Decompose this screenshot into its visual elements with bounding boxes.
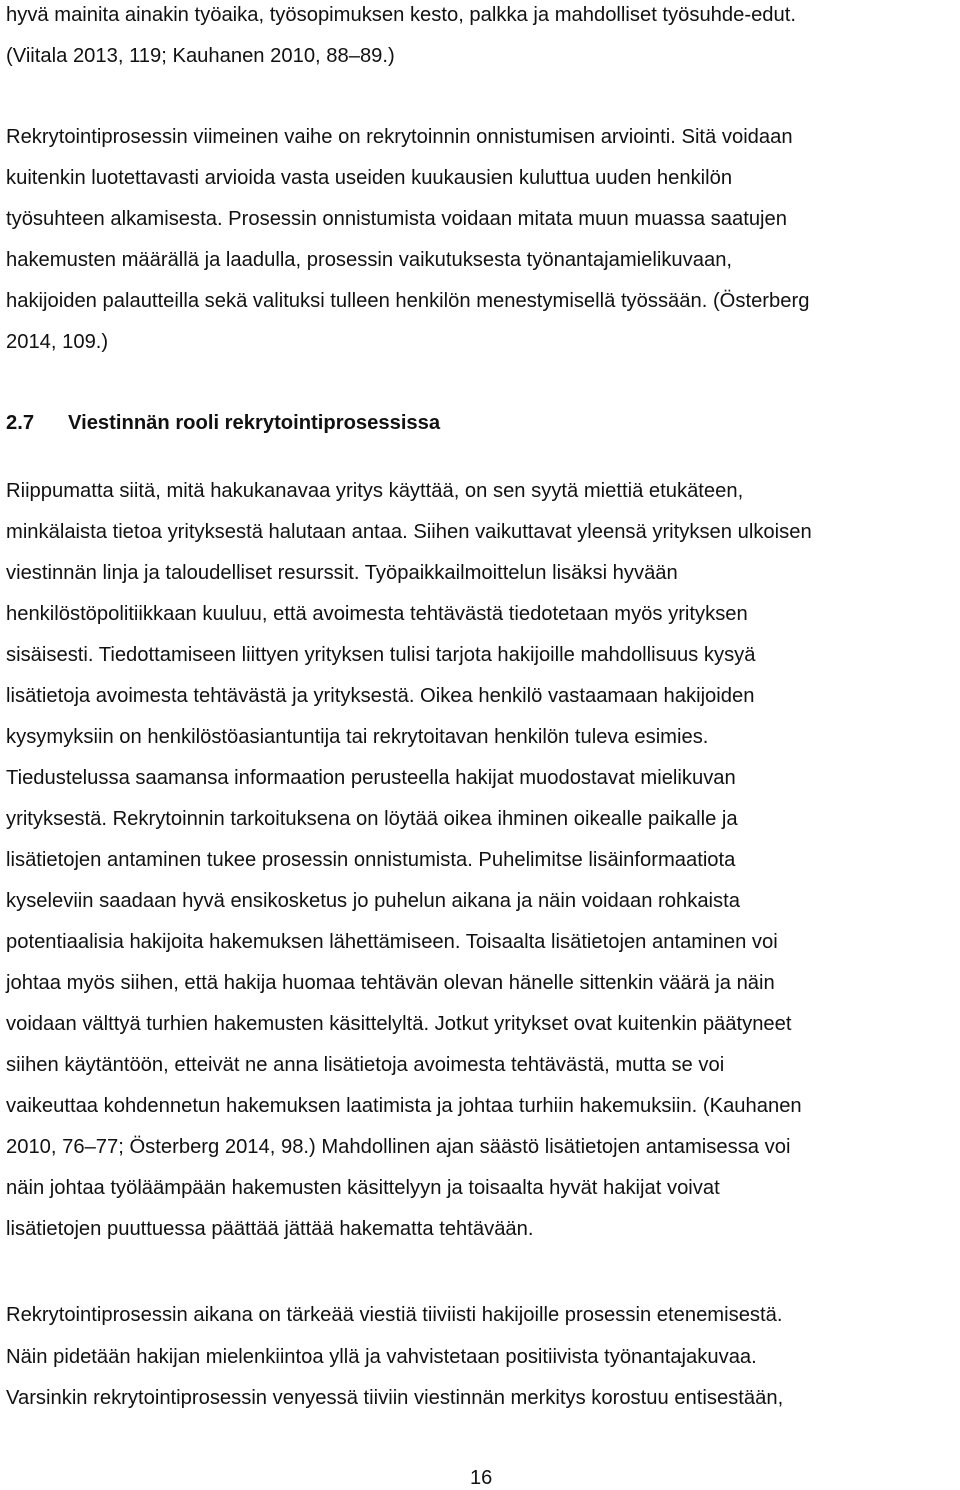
paragraph-1-line-2: (Viitala 2013, 119; Kauhanen 2010, 88–89.)	[6, 45, 395, 67]
section-title: Viestinnän rooli rekrytointiprosessissa	[68, 412, 441, 434]
paragraph-2-line-4: hakemusten määrällä ja laadulla, prosessin vaikutuksesta työnantajamielikuvaan,	[6, 249, 733, 271]
paragraph-4-line-1: Rekrytointiprosessin aikana on tärkeää viestiä tiiviisti hakijoille prosessin etenemisestä.	[6, 1304, 783, 1326]
paragraph-4-line-2: Näin pidetään hakijan mielenkiintoa yllä ja vahvistetaan positiivista työnantajakuvaa.	[6, 1346, 757, 1368]
paragraph-3-line-7: kysymyksiin on henkilöstöasiantuntija tai rekrytoitavan henkilön tuleva esimies.	[6, 726, 709, 748]
paragraph-3-line-6: lisätietoja avoimesta tehtävästä ja yrityksestä. Oikea henkilö vastaamaan hakijoiden	[6, 685, 755, 707]
paragraph-4-line-3: Varsinkin rekrytointiprosessin venyessä tiiviin viestinnän merkitys korostuu entisestään,	[6, 1387, 784, 1409]
paragraph-3-line-4: henkilöstöpolitiikkaan kuuluu, että avoimesta tehtävästä tiedotetaan myös yrityksen	[6, 603, 748, 625]
section-number: 2.7	[6, 412, 35, 434]
paragraph-3-line-1: Riippumatta siitä, mitä hakukanavaa yritys käyttää, on sen syytä miettiä etukäteen,	[6, 480, 744, 502]
paragraph-3-line-12: potentiaalisia hakijoita hakemuksen lähettämiseen. Toisaalta lisätietojen antaminen voi	[6, 931, 778, 953]
paragraph-3-line-8: Tiedustelussa saamansa informaation perusteella hakijat muodostavat mielikuvan	[6, 767, 736, 789]
paragraph-3-line-17: 2010, 76–77; Österberg 2014, 98.) Mahdollinen ajan säästö lisätietojen antamisessa voi	[6, 1136, 791, 1158]
page-number: 16	[470, 1467, 493, 1489]
paragraph-3-line-15: siihen käytäntöön, etteivät ne anna lisätietoja avoimesta tehtävästä, mutta se voi	[6, 1054, 725, 1076]
paragraph-3-line-2: minkälaista tietoa yrityksestä halutaan antaa. Siihen vaikuttavat yleensä yrityksen ulkoisen	[6, 521, 812, 543]
paragraph-3-line-10: lisätietojen antaminen tukee prosessin onnistumista. Puhelimitse lisäinformaatiota	[6, 849, 736, 871]
paragraph-3-line-11: kyseleviin saadaan hyvä ensikosketus jo puhelun aikana ja näin voidaan rohkaista	[6, 890, 740, 912]
paragraph-2-line-6: 2014, 109.)	[6, 331, 109, 353]
paragraph-2-line-2: kuitenkin luotettavasti arvioida vasta useiden kuukausien kuluttua uuden henkilön	[6, 167, 733, 189]
paragraph-2-line-1: Rekrytointiprosessin viimeinen vaihe on rekrytoinnin onnistumisen arviointi. Sitä voidaan	[6, 126, 793, 148]
paragraph-2-line-3: työsuhteen alkamisesta. Prosessin onnistumista voidaan mitata muun muassa saatujen	[6, 208, 787, 230]
paragraph-1-line-1: hyvä mainita ainakin työaika, työsopimuksen kesto, palkka ja mahdolliset työsuhde-edut.	[6, 4, 796, 26]
paragraph-3-line-5: sisäisesti. Tiedottamiseen liittyen yrityksen tulisi tarjota hakijoille mahdollisuus kysyä	[6, 644, 756, 666]
paragraph-3-line-16: vaikeuttaa kohdennetun hakemuksen laatimista ja johtaa turhiin hakemuksiin. (Kauhanen	[6, 1095, 802, 1117]
paragraph-3-line-19: lisätietojen puuttuessa päättää jättää hakematta tehtävään.	[6, 1218, 534, 1240]
paragraph-3-line-9: yrityksestä. Rekrytoinnin tarkoituksena on löytää oikea ihminen oikealle paikalle ja	[6, 808, 738, 830]
section-heading	[6, 411, 440, 435]
paragraph-3-line-18: näin johtaa työläämpään hakemusten käsittelyyn ja toisaalta hyvät hakijat voivat	[6, 1177, 720, 1199]
paragraph-3-line-14: voidaan välttyä turhien hakemusten käsittelyltä. Jotkut yritykset ovat kuitenkin päätyneet	[6, 1013, 792, 1035]
paragraph-3-line-3: viestinnän linja ja taloudelliset resurssit. Työpaikkailmoittelun lisäksi hyvään	[6, 562, 678, 584]
paragraph-2-line-5: hakijoiden palautteilla sekä valituksi tulleen henkilön menestymisellä työssään. (Österberg	[6, 290, 810, 312]
paragraph-3-line-13: johtaa myös siihen, että hakija huomaa tehtävän olevan hänelle sittenkin väärä ja näin	[6, 972, 775, 994]
